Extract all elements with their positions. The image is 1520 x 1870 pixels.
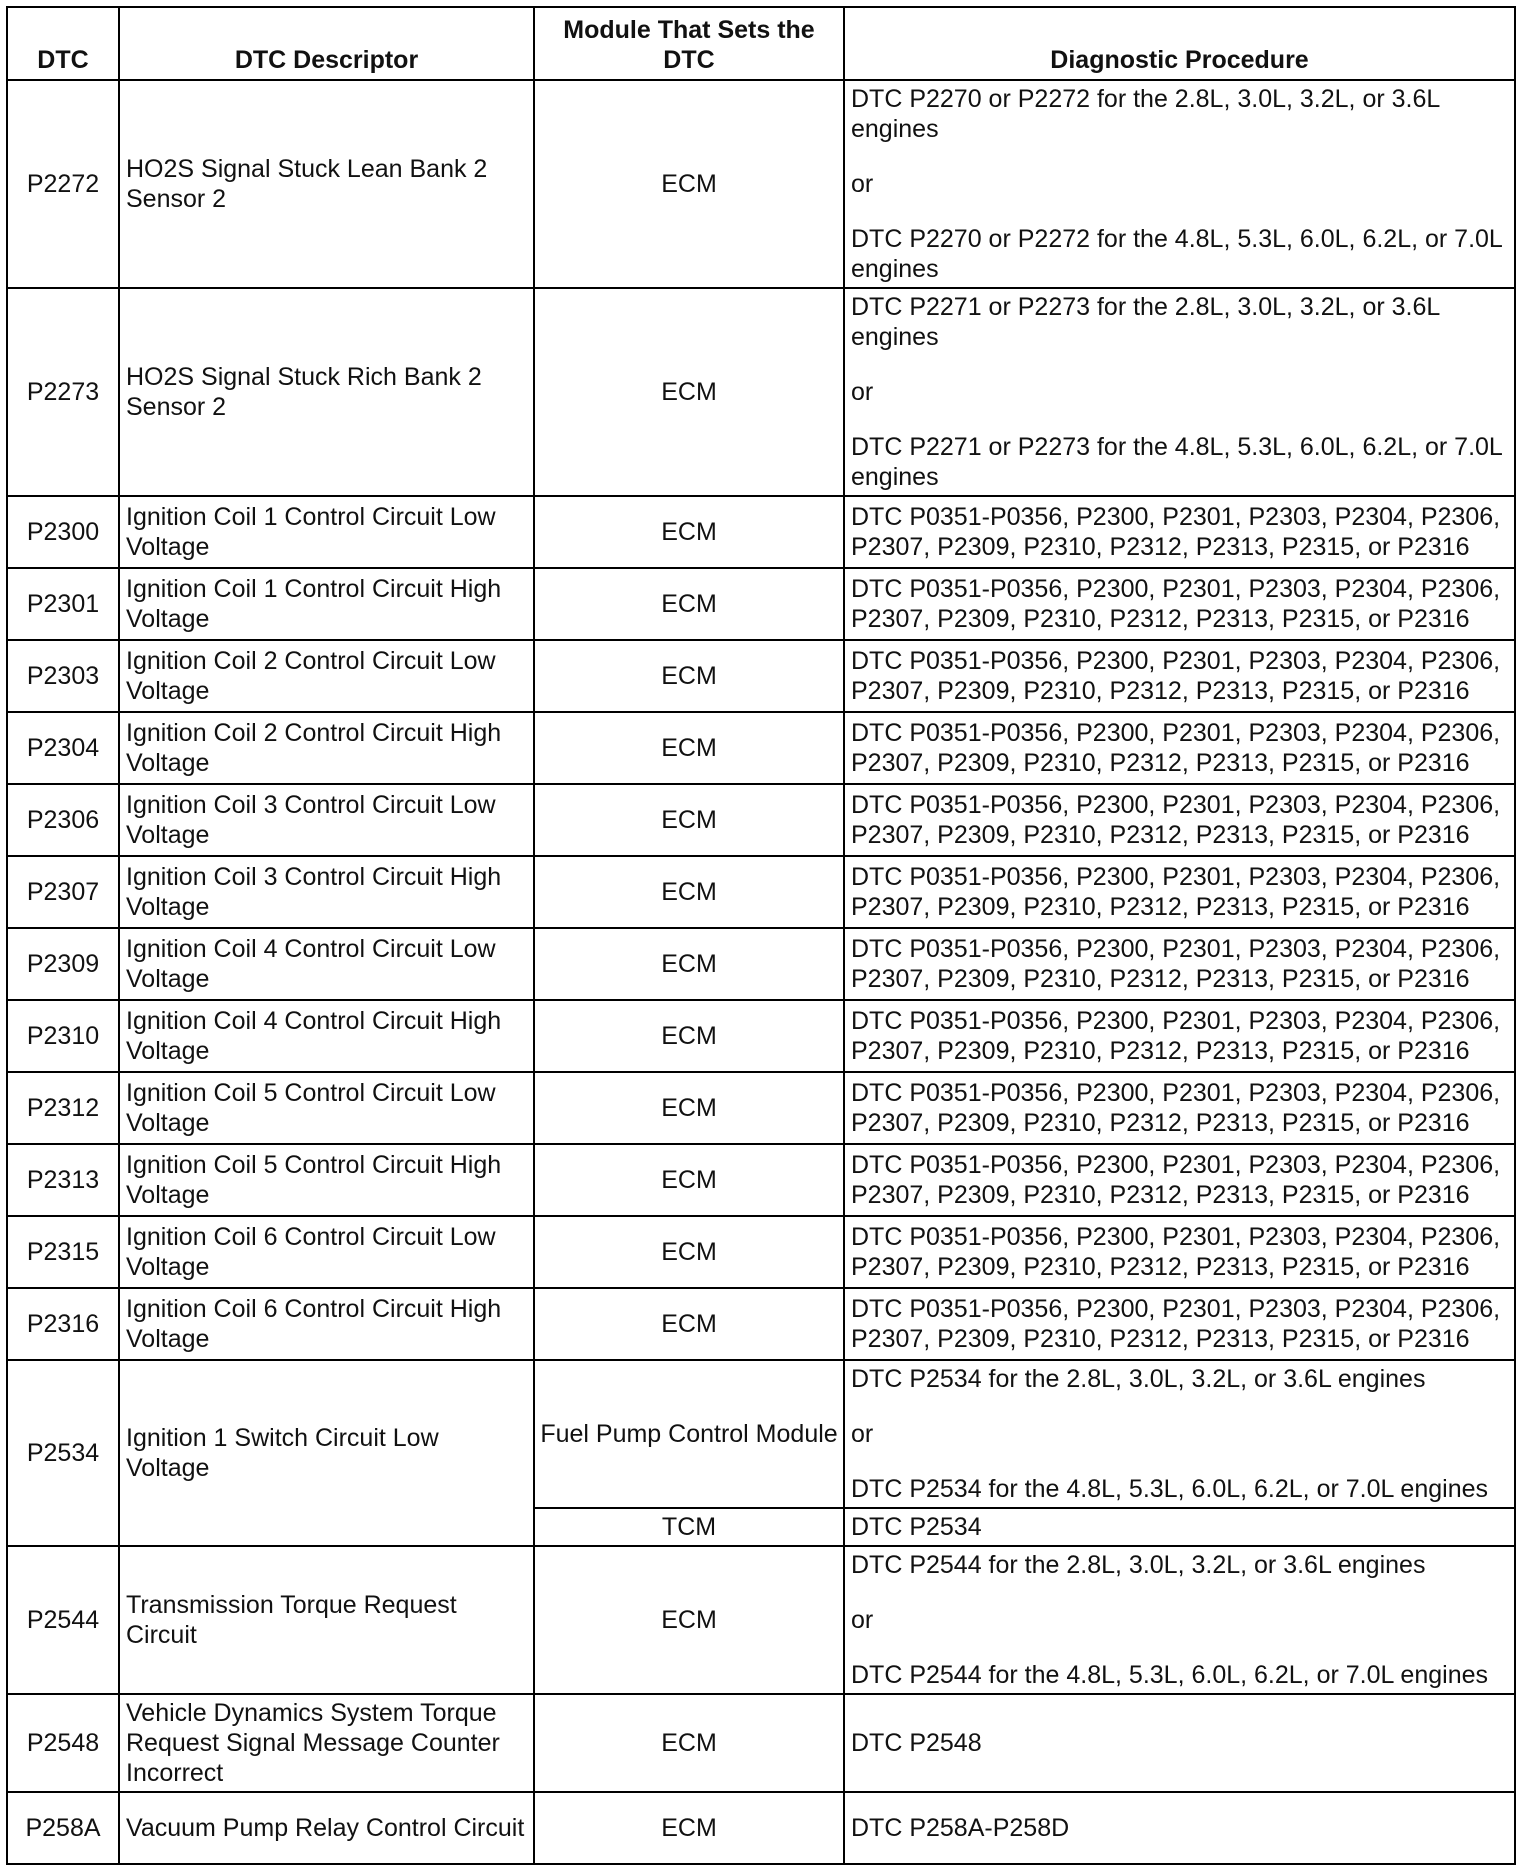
procedure-cell bbox=[844, 640, 1515, 712]
dtc-code-cell: P2312 bbox=[7, 1072, 119, 1144]
procedure-line: DTC P0351-P0356, P2300, P2301, P2303, P2304, P2306, P2307, P2309, P2310, P2312, P2313, P2315, or P2316 bbox=[851, 719, 1501, 777]
table-row bbox=[7, 568, 1515, 640]
header-procedure: Diagnostic Procedure bbox=[844, 7, 1515, 80]
module-cell: ECM bbox=[534, 712, 844, 784]
table-row bbox=[7, 80, 1515, 288]
procedure-cell bbox=[844, 1072, 1515, 1144]
header-dtc: DTC bbox=[7, 7, 119, 80]
dtc-code-cell: P2272 bbox=[7, 80, 119, 288]
module-cell: ECM bbox=[534, 1694, 844, 1792]
procedure-line: DTC P2534 for the 4.8L, 5.3L, 6.0L, 6.2L, or 7.0L engines bbox=[851, 1475, 1488, 1503]
procedure-cell bbox=[844, 1792, 1515, 1864]
procedure-cell bbox=[844, 1000, 1515, 1072]
table-row bbox=[7, 496, 1515, 568]
dtc-descriptor-cell: Ignition 1 Switch Circuit Low Voltage bbox=[119, 1360, 534, 1546]
procedure-line: DTC P0351-P0356, P2300, P2301, P2303, P2304, P2306, P2307, P2309, P2310, P2312, P2313, P2315, or P2316 bbox=[851, 503, 1501, 561]
procedure-spacer bbox=[851, 1394, 1510, 1419]
procedure-spacer bbox=[851, 1580, 1510, 1605]
table-header bbox=[7, 7, 1515, 80]
procedure-line: DTC P2270 or P2272 for the 2.8L, 3.0L, 3.2L, or 3.6L engines bbox=[851, 85, 1440, 143]
procedure-cell bbox=[844, 1144, 1515, 1216]
table-row bbox=[7, 1288, 1515, 1360]
procedure-cell bbox=[844, 1360, 1515, 1508]
table-row bbox=[7, 856, 1515, 928]
procedure-cell bbox=[844, 568, 1515, 640]
table-row bbox=[7, 1216, 1515, 1288]
procedure-line: DTC P2544 for the 4.8L, 5.3L, 6.0L, 6.2L, or 7.0L engines bbox=[851, 1661, 1488, 1689]
dtc-code-cell: P2300 bbox=[7, 496, 119, 568]
table-row bbox=[7, 1360, 1515, 1508]
procedure-line: DTC P2271 or P2273 for the 2.8L, 3.0L, 3.2L, or 3.6L engines bbox=[851, 293, 1440, 351]
procedure-line: DTC P0351-P0356, P2300, P2301, P2303, P2304, P2306, P2307, P2309, P2310, P2312, P2313, P2315, or P2316 bbox=[851, 1007, 1501, 1065]
header-row bbox=[7, 7, 1515, 80]
module-cell: ECM bbox=[534, 856, 844, 928]
dtc-code-cell: P2306 bbox=[7, 784, 119, 856]
dtc-descriptor-cell: Ignition Coil 6 Control Circuit Low Voltage bbox=[119, 1216, 534, 1288]
procedure-line: or bbox=[851, 170, 874, 198]
procedure-line: DTC P0351-P0356, P2300, P2301, P2303, P2304, P2306, P2307, P2309, P2310, P2312, P2313, P2315, or P2316 bbox=[851, 935, 1501, 993]
dtc-code-cell: P258A bbox=[7, 1792, 119, 1864]
dtc-descriptor-cell: Transmission Torque Request Circuit bbox=[119, 1546, 534, 1694]
module-cell: ECM bbox=[534, 1144, 844, 1216]
module-cell: ECM bbox=[534, 80, 844, 288]
procedure-line: DTC P0351-P0356, P2300, P2301, P2303, P2304, P2306, P2307, P2309, P2310, P2312, P2313, P2315, or P2316 bbox=[851, 1295, 1501, 1353]
module-cell: TCM bbox=[534, 1508, 844, 1546]
module-cell: ECM bbox=[534, 1792, 844, 1864]
table-row bbox=[7, 784, 1515, 856]
dtc-code-cell: P2316 bbox=[7, 1288, 119, 1360]
procedure-cell bbox=[844, 80, 1515, 288]
procedure-line: DTC P0351-P0356, P2300, P2301, P2303, P2304, P2306, P2307, P2309, P2310, P2312, P2313, P2315, or P2316 bbox=[851, 1079, 1501, 1137]
dtc-descriptor-cell: Ignition Coil 4 Control Circuit High Voltage bbox=[119, 1000, 534, 1072]
procedure-line: DTC P2534 bbox=[851, 1513, 982, 1541]
dtc-descriptor-cell: Ignition Coil 5 Control Circuit Low Voltage bbox=[119, 1072, 534, 1144]
procedure-spacer bbox=[851, 1635, 1510, 1660]
dtc-code-cell: P2548 bbox=[7, 1694, 119, 1792]
procedure-line: DTC P0351-P0356, P2300, P2301, P2303, P2304, P2306, P2307, P2309, P2310, P2312, P2313, P2315, or P2316 bbox=[851, 575, 1501, 633]
procedure-line: DTC P258A-P258D bbox=[851, 1814, 1070, 1842]
procedure-line: DTC P0351-P0356, P2300, P2301, P2303, P2304, P2306, P2307, P2309, P2310, P2312, P2313, P2315, or P2316 bbox=[851, 1223, 1501, 1281]
header-descriptor: DTC Descriptor bbox=[119, 7, 534, 80]
dtc-descriptor-cell: Ignition Coil 3 Control Circuit Low Voltage bbox=[119, 784, 534, 856]
dtc-code-cell: P2273 bbox=[7, 288, 119, 496]
dtc-descriptor-cell: Vehicle Dynamics System Torque Request Signal Message Counter Incorrect bbox=[119, 1694, 534, 1792]
module-cell: ECM bbox=[534, 1000, 844, 1072]
dtc-code-cell: P2309 bbox=[7, 928, 119, 1000]
dtc-code-cell: P2310 bbox=[7, 1000, 119, 1072]
dtc-table bbox=[6, 6, 1516, 1865]
table-row bbox=[7, 1546, 1515, 1694]
dtc-code-cell: P2315 bbox=[7, 1216, 119, 1288]
procedure-line: or bbox=[851, 378, 874, 406]
module-cell: ECM bbox=[534, 640, 844, 712]
dtc-code-cell: P2544 bbox=[7, 1546, 119, 1694]
dtc-descriptor-cell: HO2S Signal Stuck Rich Bank 2 Sensor 2 bbox=[119, 288, 534, 496]
procedure-line: DTC P2271 or P2273 for the 4.8L, 5.3L, 6.0L, 6.2L, or 7.0L engines bbox=[851, 433, 1502, 491]
procedure-spacer bbox=[851, 352, 1510, 377]
procedure-line: DTC P0351-P0356, P2300, P2301, P2303, P2304, P2306, P2307, P2309, P2310, P2312, P2313, P2315, or P2316 bbox=[851, 863, 1501, 921]
dtc-descriptor-cell: Ignition Coil 4 Control Circuit Low Voltage bbox=[119, 928, 534, 1000]
table-row bbox=[7, 1694, 1515, 1792]
procedure-cell bbox=[844, 1288, 1515, 1360]
procedure-cell bbox=[844, 1216, 1515, 1288]
table-row bbox=[7, 640, 1515, 712]
procedure-line: DTC P0351-P0356, P2300, P2301, P2303, P2304, P2306, P2307, P2309, P2310, P2312, P2313, P2315, or P2316 bbox=[851, 791, 1501, 849]
dtc-code-cell: P2304 bbox=[7, 712, 119, 784]
dtc-descriptor-cell: Ignition Coil 2 Control Circuit Low Voltage bbox=[119, 640, 534, 712]
header-module: Module That Sets the DTC bbox=[534, 7, 844, 80]
dtc-descriptor-cell: Ignition Coil 5 Control Circuit High Voltage bbox=[119, 1144, 534, 1216]
procedure-cell bbox=[844, 288, 1515, 496]
procedure-cell bbox=[844, 712, 1515, 784]
module-cell: ECM bbox=[534, 1546, 844, 1694]
procedure-cell bbox=[844, 784, 1515, 856]
dtc-code-cell: P2303 bbox=[7, 640, 119, 712]
module-cell: ECM bbox=[534, 568, 844, 640]
dtc-descriptor-cell: Ignition Coil 1 Control Circuit Low Voltage bbox=[119, 496, 534, 568]
table-row bbox=[7, 1792, 1515, 1864]
table-row bbox=[7, 928, 1515, 1000]
table-row bbox=[7, 288, 1515, 496]
module-cell: ECM bbox=[534, 1288, 844, 1360]
procedure-cell bbox=[844, 1694, 1515, 1792]
procedure-spacer bbox=[851, 1449, 1510, 1474]
module-cell: ECM bbox=[534, 288, 844, 496]
module-cell: ECM bbox=[534, 1216, 844, 1288]
procedure-line: DTC P2534 for the 2.8L, 3.0L, 3.2L, or 3.6L engines bbox=[851, 1365, 1426, 1393]
procedure-line: DTC P2548 bbox=[851, 1729, 982, 1757]
procedure-cell bbox=[844, 496, 1515, 568]
dtc-descriptor-cell: Ignition Coil 6 Control Circuit High Voltage bbox=[119, 1288, 534, 1360]
dtc-descriptor-cell: Ignition Coil 1 Control Circuit High Voltage bbox=[119, 568, 534, 640]
table-row bbox=[7, 712, 1515, 784]
dtc-descriptor-cell: HO2S Signal Stuck Lean Bank 2 Sensor 2 bbox=[119, 80, 534, 288]
procedure-line: DTC P0351-P0356, P2300, P2301, P2303, P2304, P2306, P2307, P2309, P2310, P2312, P2313, P2315, or P2316 bbox=[851, 1151, 1501, 1209]
module-cell: Fuel Pump Control Module bbox=[534, 1360, 844, 1508]
module-cell: ECM bbox=[534, 784, 844, 856]
procedure-cell bbox=[844, 856, 1515, 928]
procedure-line: or bbox=[851, 1606, 874, 1634]
module-cell: ECM bbox=[534, 496, 844, 568]
procedure-cell bbox=[844, 1508, 1515, 1546]
procedure-spacer bbox=[851, 407, 1510, 432]
procedure-line: DTC P2270 or P2272 for the 4.8L, 5.3L, 6.0L, 6.2L, or 7.0L engines bbox=[851, 225, 1502, 283]
procedure-line: or bbox=[851, 1420, 874, 1448]
module-cell: ECM bbox=[534, 928, 844, 1000]
procedure-cell bbox=[844, 928, 1515, 1000]
module-cell: ECM bbox=[534, 1072, 844, 1144]
dtc-descriptor-cell: Vacuum Pump Relay Control Circuit bbox=[119, 1792, 534, 1864]
procedure-line: DTC P0351-P0356, P2300, P2301, P2303, P2304, P2306, P2307, P2309, P2310, P2312, P2313, P2315, or P2316 bbox=[851, 647, 1501, 705]
table-body bbox=[7, 80, 1515, 1864]
table-row bbox=[7, 1000, 1515, 1072]
procedure-cell bbox=[844, 1546, 1515, 1694]
dtc-code-cell: P2534 bbox=[7, 1360, 119, 1546]
dtc-code-cell: P2307 bbox=[7, 856, 119, 928]
table-row bbox=[7, 1144, 1515, 1216]
procedure-spacer bbox=[851, 144, 1510, 169]
table-row bbox=[7, 1072, 1515, 1144]
dtc-descriptor-cell: Ignition Coil 2 Control Circuit High Voltage bbox=[119, 712, 534, 784]
dtc-code-cell: P2301 bbox=[7, 568, 119, 640]
dtc-code-cell: P2313 bbox=[7, 1144, 119, 1216]
dtc-descriptor-cell: Ignition Coil 3 Control Circuit High Voltage bbox=[119, 856, 534, 928]
procedure-line: DTC P2544 for the 2.8L, 3.0L, 3.2L, or 3.6L engines bbox=[851, 1551, 1426, 1579]
procedure-spacer bbox=[851, 199, 1510, 224]
